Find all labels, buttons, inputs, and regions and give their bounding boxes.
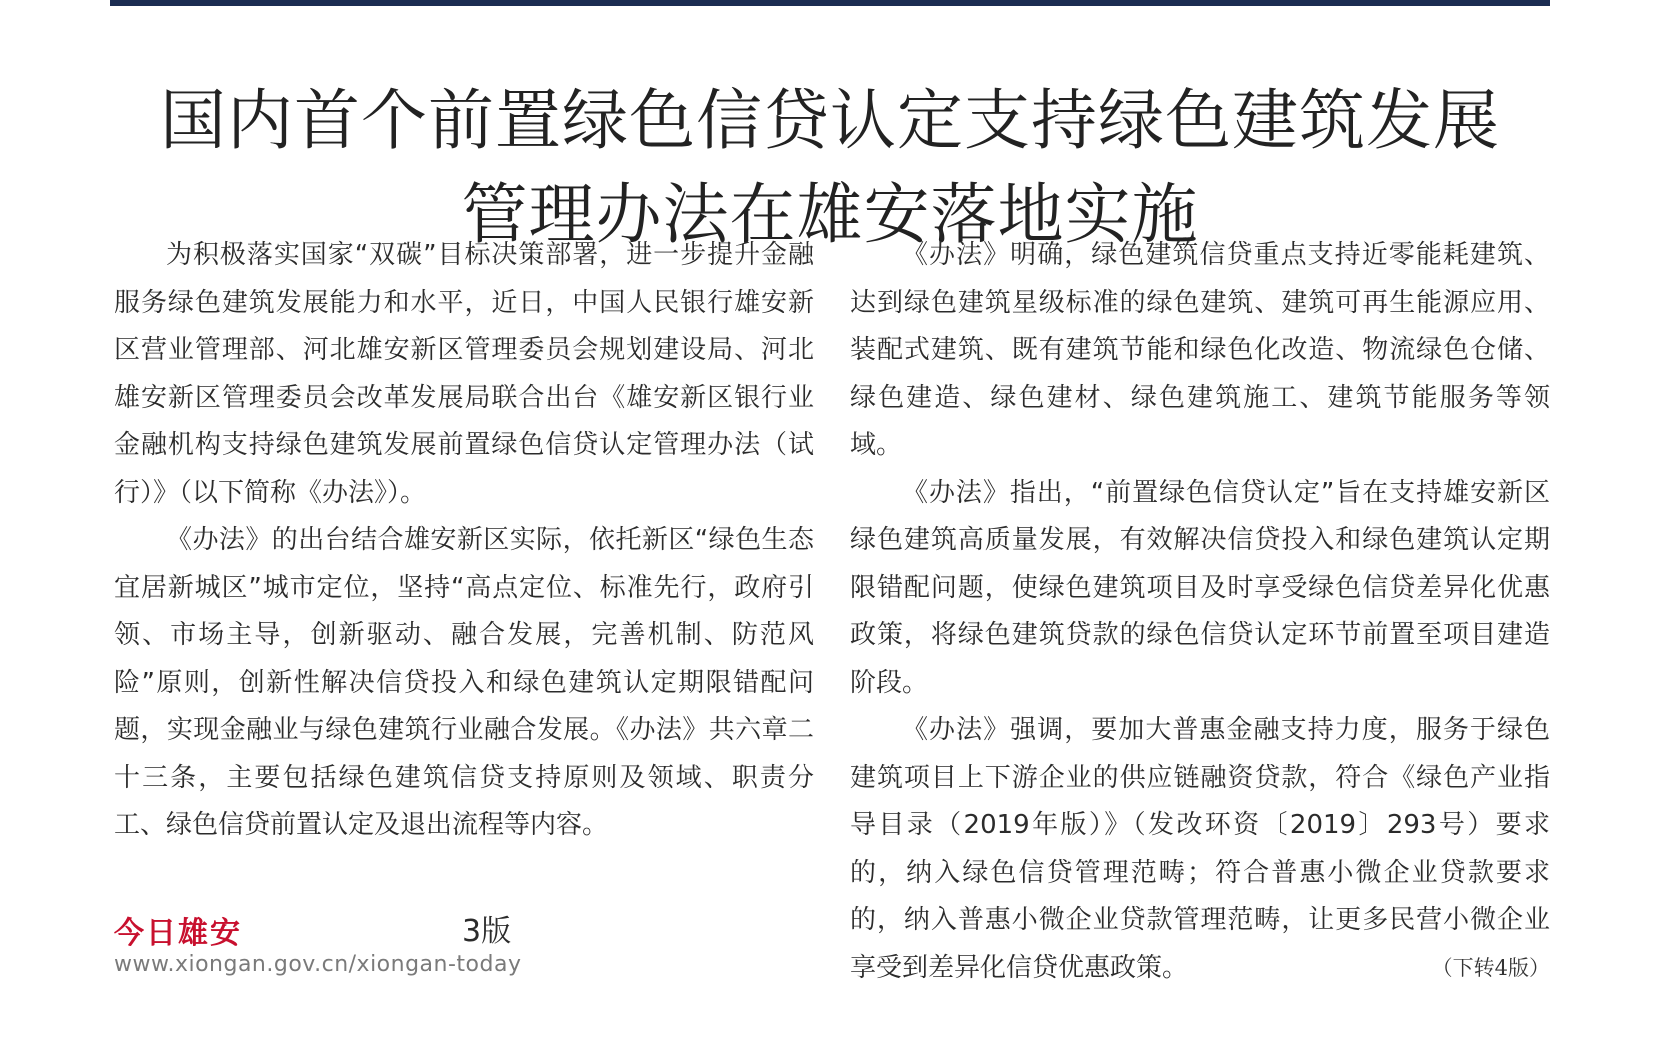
- right-paragraph-3: [850, 707, 1550, 992]
- right-column: [850, 232, 1550, 992]
- masthead-logo: 今日雄安: [114, 916, 242, 951]
- right-paragraph-3-text: 《办法》强调，要加大普惠金融支持力度，服务于绿色建筑项目上下游企业的供应链融资贷款，符合《绿色产业指导目录（2019年版）》（发改环资〔2019〕293号）要求的，纳入绿色信贷管理范畴；符合普惠小微企业贷款要求的，纳入普惠小微企业贷款管理范畴，让更多民营小微企业享受到差异化信贷优惠政策。: [850, 715, 1550, 983]
- left-paragraph-2: 《办法》的出台结合雄安新区实际，依托新区“绿色生态宜居新城区”城市定位，坚持“高点定位、标准先行，政府引领、市场主导，创新驱动、融合发展，完善机制、防范风险”原则，创新性解决信贷投入和绿色建筑认定期限错配问题，实现金融业与绿色建筑行业融合发展。《办法》共六章二十三条，主要包括绿色建筑信贷支持原则及领域、职责分工、绿色信贷前置认定及退出流程等内容。: [114, 525, 814, 840]
- right-paragraph-2: 《办法》指出，“前置绿色信贷认定”旨在支持雄安新区绿色建筑高质量发展，有效解决信贷投入和绿色建筑认定期限错配问题，使绿色建筑项目及时享受绿色信贷差异化优惠政策，将绿色建筑贷款的绿色信贷认定环节前置至项目建造阶段。: [850, 477, 1550, 698]
- headline-line-2: 管理办法在雄安落地实施: [461, 176, 1199, 254]
- continued-note: （下转4版）: [1431, 955, 1550, 980]
- site-url: www.xiongan.gov.cn/xiongan-today: [114, 952, 522, 977]
- right-paragraph-1: 《办法》明确，绿色建筑信贷重点支持近零能耗建筑、达到绿色建筑星级标准的绿色建筑、建筑可再生能源应用、装配式建筑、既有建筑节能和绿色化改造、物流绿色仓储、绿色建造、绿色建材、绿色建筑施工、建筑节能服务等领域。: [850, 240, 1550, 460]
- page-number: 3版: [462, 914, 512, 949]
- headline-line-1: 国内首个前置绿色信贷认定支持绿色建筑发展: [160, 82, 1500, 160]
- top-rule: [110, 0, 1550, 6]
- left-paragraph-1: 为积极落实国家“双碳”目标决策部署，进一步提升金融服务绿色建筑发展能力和水平，近日，中国人民银行雄安新区营业管理部、河北雄安新区管理委员会规划建设局、河北雄安新区管理委员会改革发展局联合出台《雄安新区银行业金融机构支持绿色建筑发展前置绿色信贷认定管理办法（试行）》（以下简称《办法》）。: [114, 240, 814, 508]
- left-column: [114, 232, 814, 850]
